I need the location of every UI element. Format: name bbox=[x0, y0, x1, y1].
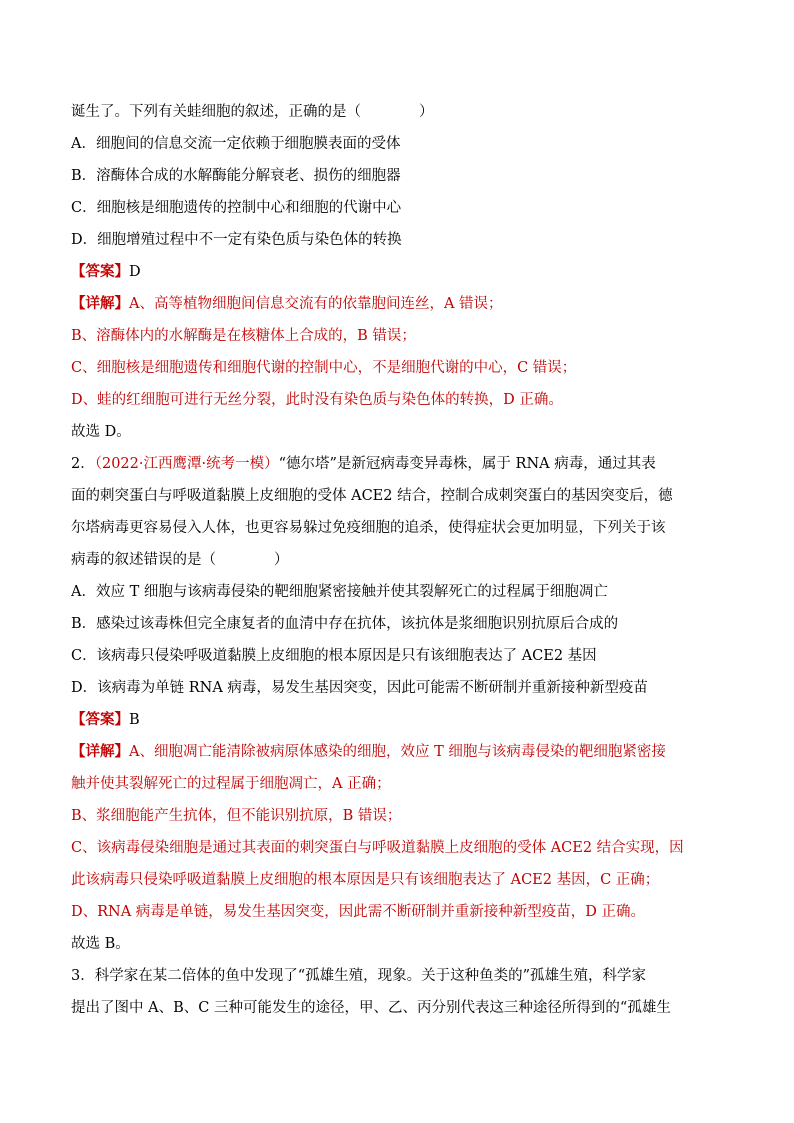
q1-option-c: C．细胞核是细胞遗传的控制中心和细胞的代谢中心 bbox=[71, 200, 402, 216]
answer-value: B bbox=[129, 712, 140, 728]
detail-tag: 【详解】 bbox=[71, 743, 129, 760]
q2-detail-line-1 bbox=[71, 736, 731, 768]
q2-option-b: B．感染过该毒株但完全康复者的血清中存在抗体，该抗体是浆细胞识别抗原后合成的 bbox=[71, 616, 619, 632]
q2-detail-line-5: 此该病毒只侵染呼吸道黏膜上皮细胞的根本原因是只有该细胞表达了 ACE2 基因，C 正确； bbox=[71, 872, 660, 888]
q2-option-a: A．效应 T 细胞与该病毒侵染的靶细胞紧密接触并使其裂解死亡的过程属于细胞凋亡 bbox=[71, 584, 608, 600]
q2-stem-line-1 bbox=[71, 448, 731, 480]
q2-detail-line-2: 触并使其裂解死亡的过程属于细胞凋亡，A 正确； bbox=[71, 776, 391, 792]
q1-answer bbox=[71, 256, 731, 288]
q3-stem-line-1: 3．科学家在某二倍体的鱼中发现了“孤雄生殖，现象。关于这种鱼类的”孤雄生殖，科学家 bbox=[71, 968, 647, 984]
q1-option-d: D．细胞增殖过程中不一定有染色质与染色体的转换 bbox=[71, 232, 402, 248]
q2-conclusion: 故选 B。 bbox=[71, 936, 130, 952]
q1-option-a: A．细胞间的信息交流一定依赖于细胞膜表面的受体 bbox=[71, 136, 401, 152]
q1-detail-c: C、细胞核是细胞遗传和细胞代谢的控制中心，不是细胞代谢的中心，C 错误； bbox=[71, 360, 577, 376]
detail-text: A、高等植物细胞间信息交流有的依靠胞间连丝，A 错误； bbox=[129, 296, 503, 312]
answer-value: D bbox=[129, 264, 141, 280]
q2-source: （2022·江西鹰潭·统考一模） bbox=[94, 456, 279, 472]
q1-option-b: B．溶酶体合成的水解酶能分解衰老、损伤的细胞器 bbox=[71, 168, 401, 184]
q2-detail-line-3: B、浆细胞能产生抗体，但不能识别抗原，B 错误； bbox=[71, 808, 402, 824]
q2-detail-line-6: D、RNA 病毒是单链，易发生基因突变，因此需不断研制并重新接种新型疫苗，D 正确。 bbox=[71, 904, 646, 920]
q1-detail-b: B、溶酶体内的水解酶是在核糖体上合成的，B 错误； bbox=[71, 328, 416, 344]
q2-stem-line-3: 尔塔病毒更容易侵入人体，也更容易躲过免疫细胞的追杀，使得症状会更加明显，下列关于该 bbox=[71, 520, 666, 536]
answer-tag: 【答案】 bbox=[71, 263, 129, 280]
q2-number: 2． bbox=[71, 456, 95, 472]
q1-detail-a bbox=[71, 288, 731, 320]
q2-stem-line-2: 面的刺突蛋白与呼吸道黏膜上皮细胞的受体 ACE2 结合，控制合成刺突蛋白的基因突变后，德 bbox=[71, 488, 673, 504]
q1-detail-d: D、蛙的红细胞可进行无丝分裂，此时没有染色质与染色体的转换，D 正确。 bbox=[71, 392, 563, 408]
detail-text: A、细胞凋亡能清除被病原体感染的细胞，效应 T 细胞与该病毒侵染的靶细胞紧密接 bbox=[129, 744, 666, 760]
detail-tag: 【详解】 bbox=[71, 295, 129, 312]
q2-answer bbox=[71, 704, 731, 736]
q2-stem-text: “德尔塔”是新冠病毒变异毒株，属于 RNA 病毒，通过其表 bbox=[278, 456, 656, 472]
q2-stem-line-4: 病毒的叙述错误的是（ ） bbox=[71, 552, 289, 568]
q1-conclusion: 故选 D。 bbox=[71, 424, 131, 440]
page-content bbox=[71, 96, 731, 1024]
q1-stem: 诞生了。下列有关蛙细胞的叙述，正确的是（ ） bbox=[71, 104, 434, 120]
q2-option-d: D．该病毒为单链 RNA 病毒，易发生基因突变，因此可能需不断研制并重新接种新型疫苗 bbox=[71, 680, 648, 696]
q2-option-c: C．该病毒只侵染呼吸道黏膜上皮细胞的根本原因是只有该细胞表达了 ACE2 基因 bbox=[71, 648, 597, 664]
q2-detail-line-4: C、该病毒侵染细胞是通过其表面的刺突蛋白与呼吸道黏膜上皮细胞的受体 ACE2 结合实现，因 bbox=[71, 840, 684, 856]
answer-tag: 【答案】 bbox=[71, 711, 129, 728]
q3-stem-line-2: 提出了图中 A、B、C 三种可能发生的途径，甲、乙、丙分别代表这三种途径所得到的“孤雄生 bbox=[71, 1000, 671, 1016]
